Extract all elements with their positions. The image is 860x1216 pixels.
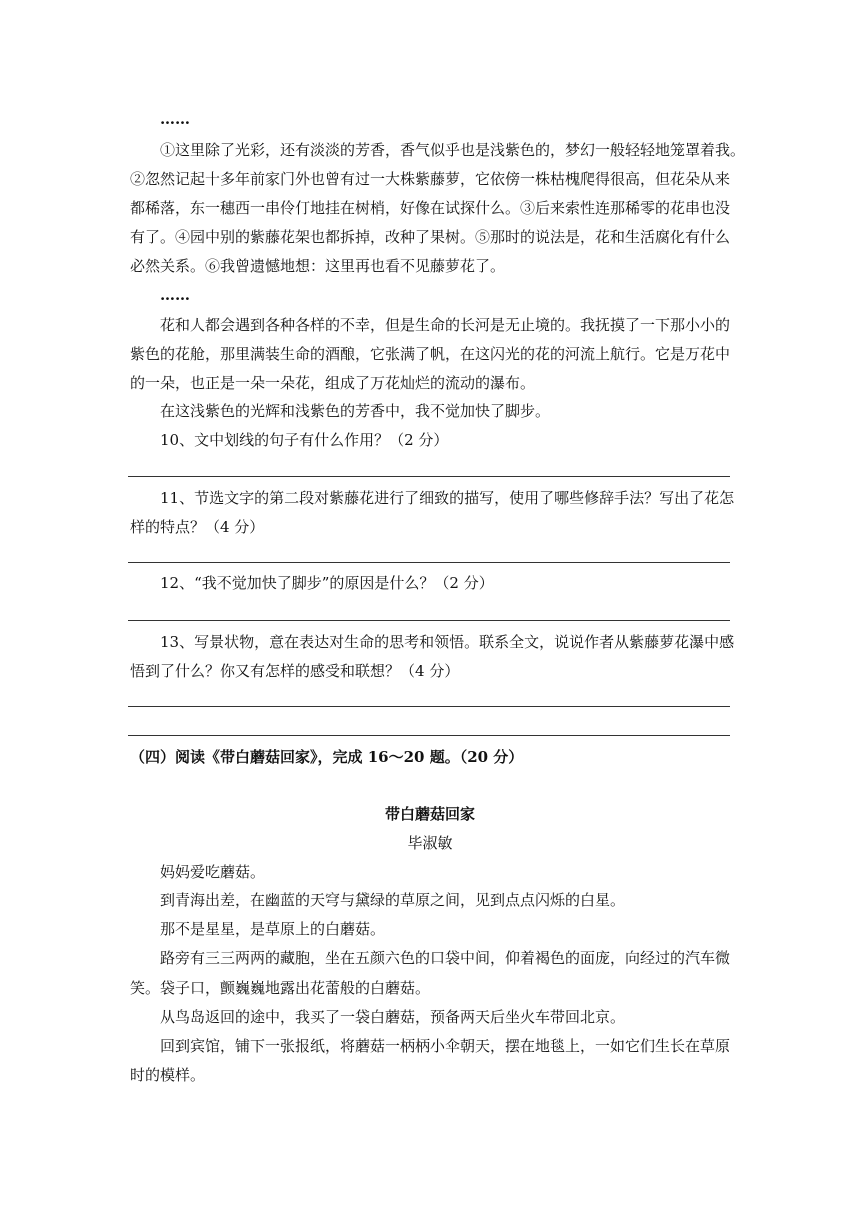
- article-line: 回到宾馆，铺下一张报纸，将蘑菇一柄柄小伞朝天，摆在地毯上，一如它们生长在草原: [160, 1037, 731, 1055]
- paragraph-line: ①这里除了光彩，还有淡淡的芳香，香气似乎也是浅紫色的，梦幻一般轻轻地笼罩着我。: [160, 141, 746, 159]
- ellipsis-top: ……: [160, 110, 190, 128]
- paragraph-line: 在这浅紫色的光辉和浅紫色的芳香中，我不觉加快了脚步。: [160, 402, 551, 420]
- paragraph-line: ②忽然记起十多年前家门外也曾有过一大株紫藤萝，它依傍一株枯槐爬得很高，但花朵从来: [130, 170, 731, 188]
- article-line: 时的模样。: [130, 1066, 206, 1084]
- paragraph-line: 的一朵，也正是一朵一朵花，组成了万花灿烂的流动的瀑布。: [130, 374, 536, 392]
- article-line: 那不是星星，是草原上的白蘑菇。: [160, 920, 386, 938]
- paragraph-line: 有了。④园中别的紫藤花架也都拆掉，改种了果树。⑤那时的说法是，花和生活腐化有什么: [130, 228, 731, 246]
- article-line: 路旁有三三两两的藏胞，坐在五颜六色的口袋中间，仰着褐色的面庞，向经过的汽车微: [160, 949, 731, 967]
- question-10: 10、文中划线的句子有什么作用？（2 分）: [160, 431, 449, 449]
- answer-line: [128, 706, 730, 707]
- article-line: 从鸟岛返回的途中，我买了一袋白蘑菇，预备两天后坐火车带回北京。: [160, 1008, 626, 1026]
- paragraph-line: 都稀落，东一穗西一串伶仃地挂在树梢，好像在试探什么。③后来索性连那稀零的花串也没: [130, 199, 731, 217]
- paragraph-line: 紫色的花舱，那里满装生命的酒酿，它张满了帆，在这闪光的花的河流上航行。它是万花中: [130, 345, 731, 363]
- section-heading: （四）阅读《带白蘑菇回家》，完成 16～20 题。（20 分）: [130, 748, 524, 766]
- article-title: 带白蘑菇回家: [384, 805, 475, 823]
- paragraph-line: 花和人都会遇到各种各样的不幸，但是生命的长河是无止境的。我抚摸了一下那小小的: [160, 316, 731, 334]
- article-line: 到青海出差，在幽蓝的天穹与黛绿的草原之间，见到点点闪烁的白星。: [160, 891, 626, 909]
- answer-line: [128, 476, 730, 477]
- answer-line: [128, 735, 730, 736]
- answer-line: [128, 620, 730, 621]
- question-13: 13、写景状物，意在表达对生命的思考和领悟。联系全文，说说作者从紫藤萝花瀑中感: [160, 633, 735, 651]
- question-11: 11、节选文字的第二段对紫藤花进行了细致的描写，使用了哪些修辞手法？写出了花怎: [160, 489, 735, 507]
- question-13-cont: 悟到了什么？你又有怎样的感受和联想？（4 分）: [130, 662, 460, 680]
- article-line: 妈妈爱吃蘑菇。: [160, 863, 266, 881]
- paragraph-line: 必然关系。⑥我曾遗憾地想：这里再也看不见藤萝花了。: [130, 257, 506, 275]
- ellipsis-mid: ……: [160, 286, 190, 304]
- article-line: 笑。袋子口，颤巍巍地露出花蕾般的白蘑菇。: [130, 979, 431, 997]
- question-11-cont: 样的特点？（4 分）: [130, 518, 265, 536]
- question-12: 12、“我不觉加快了脚步”的原因是什么？（2 分）: [160, 574, 494, 592]
- article-author: 毕淑敏: [407, 834, 453, 852]
- answer-line: [128, 562, 730, 563]
